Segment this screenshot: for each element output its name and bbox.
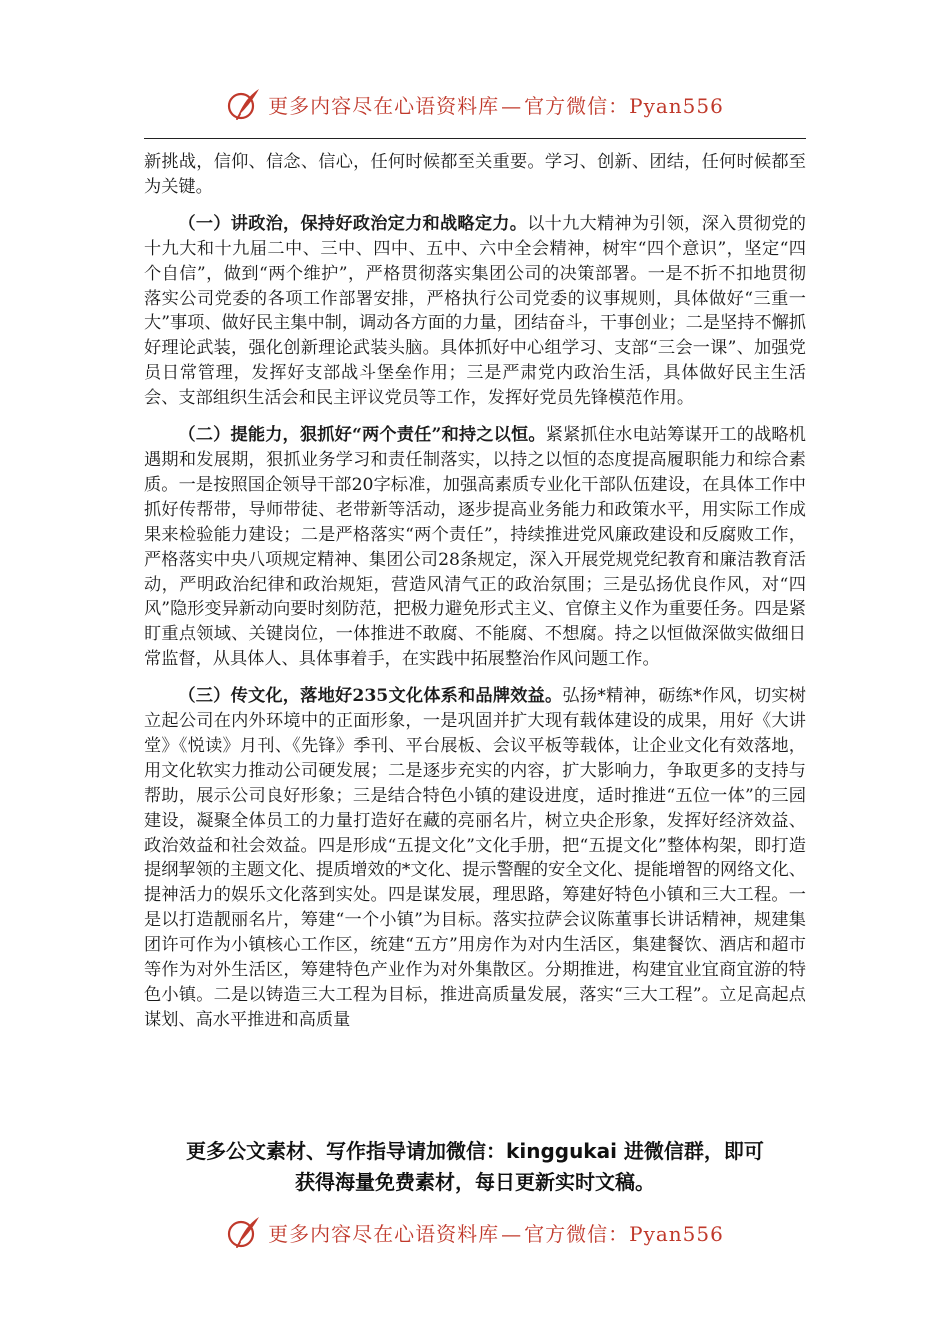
promo-line-1: 更多公文素材、写作指导请加微信：kinggukai 进微信群，即可 <box>186 1139 764 1163</box>
promo-notice <box>144 1136 806 1198</box>
footer-banner-text: 更多内容尽在心语资料库 — 官方微信：Pyan556 <box>268 1221 724 1246</box>
paragraph-section-1 <box>144 212 806 411</box>
header-banner <box>0 82 950 126</box>
paragraph-section-3 <box>144 684 806 1033</box>
footer-banner <box>0 1210 950 1254</box>
paragraph-section-2 <box>144 423 806 672</box>
section-2-heading: （二）提能力，狠抓好“两个责任”和持之以恒。 <box>178 425 546 446</box>
promo-line-2: 获得海量免费素材，每日更新实时文稿。 <box>295 1170 655 1194</box>
paragraph-intro: 新挑战，信仰、信念、信心，任何时候都至关重要。学习、创新、团结，任何时候都至为关键。 <box>144 152 806 197</box>
document-body <box>144 150 806 1033</box>
quill-pen-logo-icon <box>226 86 262 122</box>
header-rule <box>144 138 806 139</box>
section-3-text: 弘扬*精神，砺练*作风，切实树立起公司在内外环境中的正面形象，一是巩固并扩大现有载体建设的成果，用好《大讲堂》《悦读》月刊、《先锋》季刊、平台展板、会议平板等载体，让企业文化有效落地，用文化软实力推动公司硬发展；二是逐步充实的内容，扩大影响力，争取更多的支持与帮助，展示公司良好形象；三是结合特色小镇的建设进度，适时推进“五位一体”的三园建设，凝聚全体员工的力量打造好在藏的亮丽名片，树立央企形象，发挥好经济效益、政治效益和社会效益。四是形成“五提文化”文化手册，把“五提文化”整体构架，即打造提纲挈领的主题文化、提质增效的*文化、提示警醒的安全文化、提能增智的网络文化、提神活力的娱乐文化落到实处。四是谋发展，理思路，筹建好特色小镇和三大工程。一是以打造靓丽名片，筹建“一个小镇”为目标。落实拉萨会议陈董事长讲话精神，规建集团许可作为小镇核心工作区，统建“五方”用房作为对内生活区，集建餐饮、酒店和超市等作为对外生活区，筹建特色产业作为对外集散区。分期推进，构建宜业宜商宜游的特色小镇。二是以铸造三大工程为目标，推进高质量发展，落实“三大工程”。立足高起点谋划、高水平推进和高质量 <box>144 686 806 1030</box>
section-2-text: 紧紧抓住水电站筹谋开工的战略机遇期和发展期，狠抓业务学习和责任制落实，以持之以恒的态度提高履职能力和综合素质。一是按照国企领导干部20字标准，加强高素质专业化干部队伍建设，在具体工作中抓好传帮带，导师带徒、老带新等活动，逐步提高业务能力和政策水平，用实际工作成果来检验能力建设；二是严格落实“两个责任”，持续推进党风廉政建设和反腐败工作，严格落实中央八项规定精神、集团公司28条规定，深入开展党规党纪教育和廉洁教育活动，严明政治纪律和政治规矩，营造风清气正的政治氛围；三是弘扬优良作风，对“四风”隐形变异新动向要时刻防范，把极力避免形式主义、官僚主义作为重要任务。四是紧盯重点领域、关键岗位，一体推进不敢腐、不能腐、不想腐。持之以恒做深做实做细日常监督，从具体人、具体事着手，在实践中拓展整治作风问题工作。 <box>144 425 806 670</box>
section-1-heading: （一）讲政治，保持好政治定力和战略定力。 <box>178 213 528 234</box>
quill-pen-logo-icon <box>226 1214 262 1250</box>
header-banner-text: 更多内容尽在心语资料库 — 官方微信：Pyan556 <box>268 93 724 118</box>
section-1-text: 以十九大精神为引领，深入贯彻党的十九大和十九届二中、三中、四中、五中、六中全会精神，树牢“四个意识”，坚定“四个自信”，做到“两个维护”，严格贯彻落实集团公司的决策部署。一是不折不扣地贯彻落实公司党委的各项工作部署安排，严格执行公司党委的议事规则，具体做好“三重一大”事项、做好民主集中制，调动各方面的力量，团结奋斗，干事创业；二是坚持不懈抓好理论武装，强化创新理论武装头脑。具体抓好中心组学习、支部“三会一课”、加强党员日常管理，发挥好支部战斗堡垒作用；三是严肃党内政治生活，具体做好民主生活会、支部组织生活会和民主评议党员等工作，发挥好党员先锋模范作用。 <box>144 213 806 409</box>
section-3-heading: （三）传文化，落地好235文化体系和品牌效益。 <box>178 686 563 707</box>
